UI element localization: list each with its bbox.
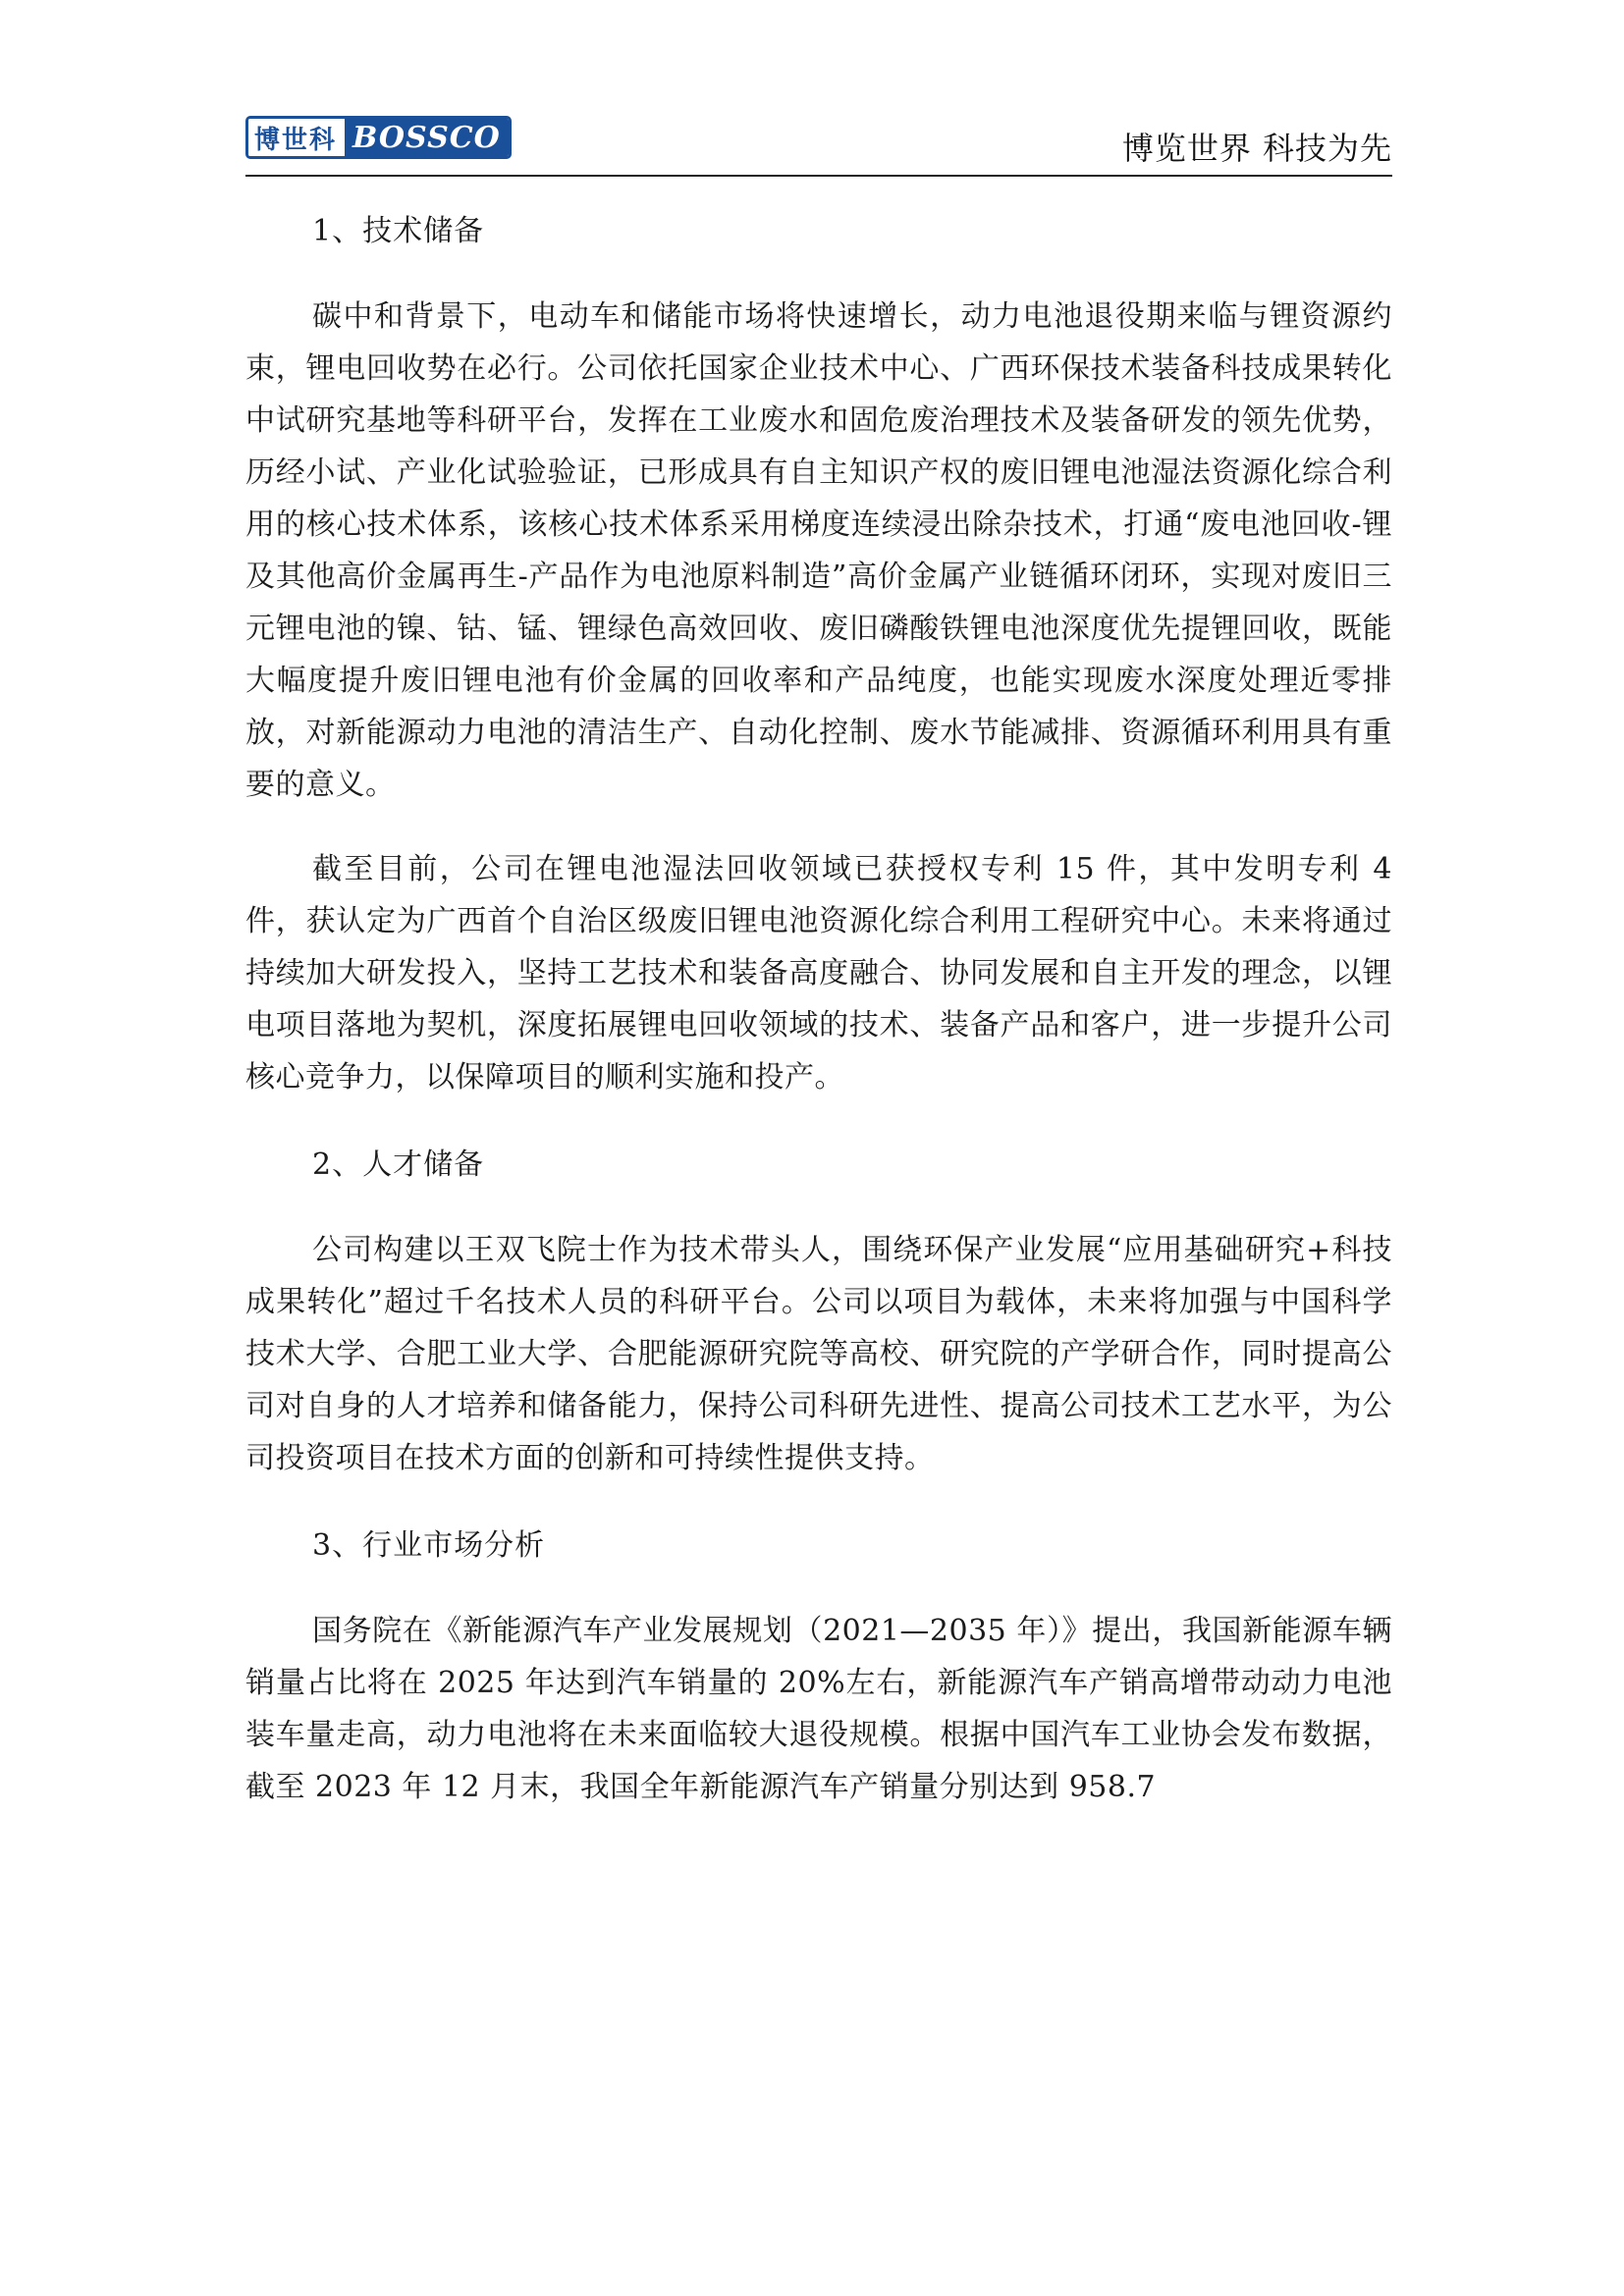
page-header [245, 108, 1392, 177]
section-market-analysis [245, 1517, 1392, 1813]
paragraph: 碳中和背景下，电动车和储能市场将快速增长，动力电池退役期来临与锂资源约束，锂电回收势在必行。公司依托国家企业技术中心、广西环保技术装备科技成果转化中试研究基地等科研平台，发挥在工业废水和固危废治理技术及装备研发的领先优势，历经小试、产业化试验验证，已形成具有自主知识产权的废旧锂电池湿法资源化综合利用的核心技术体系，该核心技术体系采用梯度连续浸出除杂技术，打通“废电池回收-锂及其他高价金属再生-产品作为电池原料制造”高价金属产业链循环闭环，实现对废旧三元锂电池的镍、钴、锰、锂绿色高效回收、废旧磷酸铁锂电池深度优先提锂回收，既能大幅度提升废旧锂电池有价金属的回收率和产品纯度，也能实现废水深度处理近零排放，对新能源动力电池的清洁生产、自动化控制、废水节能减排、资源循环利用具有重要的意义。 [245, 299, 1392, 802]
paragraph: 截至目前，公司在锂电池湿法回收领域已获授权专利 15 件，其中发明专利 4 件，获认定为广西首个自治区级废旧锂电池资源化综合利用工程研究中心。未来将通过持续加大研发投入，坚持工艺技术和装备高度融合、协同发展和自主开发的理念，以锂电项目落地为契机，深度拓展锂电回收领域的技术、装备产品和客户，进一步提升公司核心竞争力，以保障项目的顺利实施和投产。 [245, 852, 1392, 1095]
logo-english-text: BOSSCO [345, 119, 509, 156]
header-divider [245, 175, 1392, 177]
logo-chinese-text: 博世科 [248, 119, 345, 156]
section-title: 1、技术储备 [312, 214, 485, 248]
paragraph: 公司构建以王双飞院士作为技术带头人，围绕环保产业发展“应用基础研究+科技成果转化”超过千名技术人员的科研平台。公司以项目为载体，未来将加强与中国科学技术大学、合肥工业大学、合肥能源研究院等高校、研究院的产学研合作，同时提高公司对自身的人才培养和储备能力，保持公司科研先进性、提高公司技术工艺水平，为公司投资项目在技术方面的创新和可持续性提供支持。 [245, 1233, 1392, 1475]
section-talent-reserve [245, 1136, 1392, 1484]
header-slogan: 博览世界 科技为先 [1121, 130, 1392, 167]
section-title: 3、行业市场分析 [312, 1528, 546, 1563]
document-body [245, 202, 1392, 1845]
company-logo [245, 116, 512, 159]
paragraph: 国务院在《新能源汽车产业发展规划（2021—2035 年）》提出，我国新能源车辆销量占比将在 2025 年达到汽车销量的 20%左右，新能源汽车产销高增带动动力电池装车量走高，动力电池将在未来面临较大退役规模。根据中国汽车工业协会发布数据，截至 2023 年 12 月末，我国全年新能源汽车产销量分别达到 958.7 [245, 1614, 1392, 1804]
section-technology-reserve [245, 202, 1392, 1103]
section-title: 2、人才储备 [312, 1148, 485, 1182]
